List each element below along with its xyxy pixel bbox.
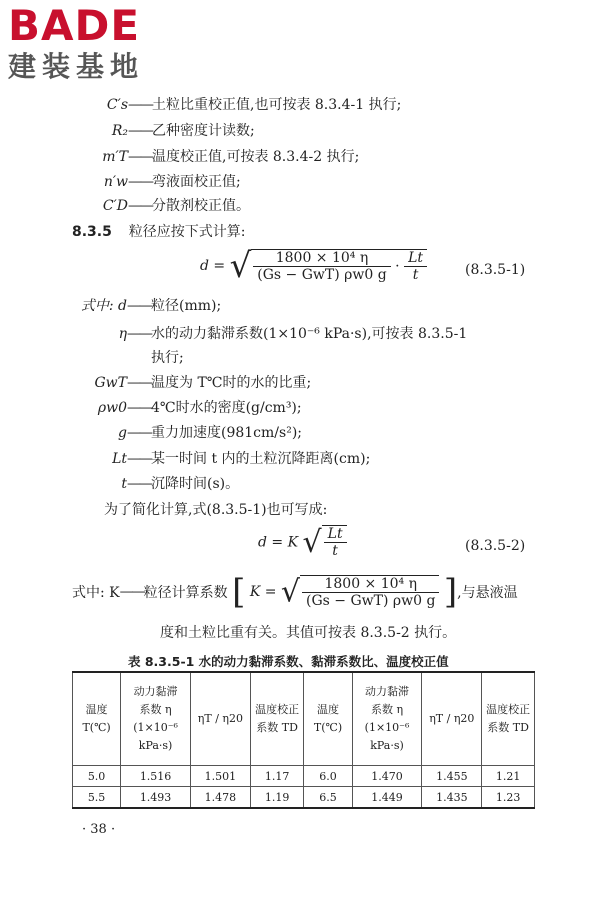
- definition-text: 沉降时间(s)。: [151, 476, 240, 492]
- viscosity-table: [72, 671, 535, 809]
- definition-symbol: C′s: [106, 97, 128, 113]
- definition-row: n′w——弯液面校正值;: [82, 173, 241, 191]
- definition-row: C′s——土粒比重校正值,也可按表 8.3.4-1 执行;: [82, 96, 401, 114]
- definition-row: Lt——某一时间 t 内的土粒沉降距离(cm);: [72, 450, 370, 468]
- table-cell: 1.435: [422, 787, 482, 809]
- k-fraction: $\frac{\text{1800 × 10⁴ η}}{\text{(Gs − GwT) ρw0 g}}$: [302, 576, 439, 609]
- table-cell: 1.478: [191, 787, 251, 809]
- k-definition-line2: 度和土粒比重有关。其值可按表 8.3.5-2 执行。: [160, 625, 457, 641]
- eq2-fraction: $\frac{Lt}{t}$: [324, 526, 347, 559]
- table-cell: 1.470: [352, 766, 422, 787]
- definition-symbol: η: [118, 326, 127, 342]
- table-row: [73, 787, 535, 809]
- table-cell: 1.501: [191, 766, 251, 787]
- k-definition: 式中: K——粒径计算系数 [ K = √ $\frac{\text{1800 × 10⁴ η}}{\text{(Gs − GwT) ρw0 g}}$ ],与悬液温: [72, 572, 518, 612]
- section-number: 8.3.5: [72, 224, 112, 240]
- definition-text: 4℃时水的密度(g/cm³);: [151, 400, 302, 416]
- eq1-fraction: $\frac{\text{1800 × 10⁴ η}}{\text{(Gs − GwT) ρw0 g}}$: [253, 250, 390, 283]
- definition-symbol: ρw0: [97, 400, 127, 416]
- definition-symbol: m′T: [102, 149, 128, 165]
- table-cell: 1.17: [250, 766, 304, 787]
- table-cell: 1.19: [250, 787, 304, 809]
- definition-symbol: R₂: [111, 123, 128, 139]
- header-temperature: 温度 T(℃): [73, 672, 121, 766]
- logo-subtitle: 建装基地: [8, 50, 145, 83]
- table-cell: 6.5: [304, 787, 352, 809]
- definition-symbol: t: [121, 476, 127, 492]
- table-cell: 5.5: [73, 787, 121, 809]
- table-cell: 1.493: [121, 787, 191, 809]
- logo-wordmark: [8, 1, 141, 50]
- table-cell: 1.449: [352, 787, 422, 809]
- definition-row: [72, 349, 184, 367]
- definition-row: GwT——温度为 T℃时的水的比重;: [72, 374, 311, 392]
- table-cell: 6.0: [304, 766, 352, 787]
- header-viscosity-ratio: ηT / η20: [422, 672, 482, 766]
- definition-text: 温度为 T℃时的水的比重;: [151, 375, 312, 391]
- table-cell: 1.455: [422, 766, 482, 787]
- table-title: 表 8.3.5-1 水的动力黏滞系数、黏滞系数比、温度校正值: [128, 654, 449, 669]
- definition-text: 弯液面校正值;: [152, 174, 241, 190]
- section-heading: [72, 223, 246, 241]
- definition-row: t——沉降时间(s)。: [72, 475, 239, 493]
- table-header-row: [73, 672, 535, 766]
- definition-symbol: 式中: d: [80, 298, 127, 314]
- definition-text: 重力加速度(981cm/s²);: [151, 425, 302, 441]
- definition-row: η——水的动力黏滞系数(1×10⁻⁶ kPa·s),可按表 8.3.5-1: [72, 325, 467, 343]
- definition-row: m′T——温度校正值,可按表 8.3.4-2 执行;: [82, 148, 359, 166]
- header-temp-correction: 温度校正 系数 TD: [482, 672, 535, 766]
- definition-text: 土粒比重校正值,也可按表 8.3.4-1 执行;: [152, 97, 402, 113]
- definition-row: g——重力加速度(981cm/s²);: [72, 424, 302, 442]
- header-viscosity: 动力黏滞 系数 η (1×10⁻⁶ kPa·s): [352, 672, 422, 766]
- table-cell: 1.21: [482, 766, 535, 787]
- definition-symbol: g: [118, 425, 127, 441]
- definition-symbol: GwT: [94, 375, 127, 391]
- header-temp-correction: 温度校正 系数 TD: [250, 672, 304, 766]
- definition-text: 执行;: [151, 350, 184, 366]
- equation-8-3-5-2: d = K √ $\frac{Lt}{t}$: [258, 525, 347, 560]
- definition-text: 粒径(mm);: [151, 298, 222, 314]
- definition-row: C′D——分散剂校正值。: [82, 197, 250, 215]
- simplify-text: 为了简化计算,式(8.3.5-1)也可写成:: [104, 502, 328, 518]
- definition-text: 温度校正值,可按表 8.3.4-2 执行;: [152, 149, 360, 165]
- definition-text: 水的动力黏滞系数(1×10⁻⁶ kPa·s),可按表 8.3.5-1: [151, 326, 468, 342]
- definition-row: 式中: d——粒径(mm);: [72, 297, 221, 315]
- table-cell: 5.0: [73, 766, 121, 787]
- equation-8-3-5-1: d = √ $\frac{\text{1800 × 10⁴ η}}{\text{(Gs − GwT) ρw0 g}}$ · $\frac{Lt}{t}$: [200, 246, 427, 286]
- logo-brand: BADE: [8, 1, 141, 50]
- eq1-fraction-2: $\frac{Lt}{t}$: [404, 250, 427, 283]
- header-temperature: 温度 T(℃): [304, 672, 352, 766]
- definition-symbol: n′w: [103, 174, 128, 190]
- definition-symbol: Lt: [112, 451, 127, 467]
- equation-number: (8.3.5-1): [465, 262, 526, 278]
- definition-row: ρw0——4℃时水的密度(g/cm³);: [72, 399, 302, 417]
- table-cell: 1.23: [482, 787, 535, 809]
- definition-text: 某一时间 t 内的土粒沉降距离(cm);: [151, 451, 371, 467]
- page-number: · 38 ·: [82, 822, 116, 837]
- definition-row: R₂——乙种密度计读数;: [82, 122, 255, 140]
- section-text: 粒径应按下式计算:: [128, 224, 246, 240]
- equation-number: (8.3.5-2): [465, 538, 526, 554]
- table-cell: 1.516: [121, 766, 191, 787]
- definition-text: 分散剂校正值。: [152, 198, 250, 214]
- header-viscosity-ratio: ηT / η20: [191, 672, 251, 766]
- table-row: [73, 766, 535, 787]
- header-viscosity: 动力黏滞 系数 η (1×10⁻⁶ kPa·s): [121, 672, 191, 766]
- definition-symbol: C′D: [102, 198, 128, 214]
- definition-text: 乙种密度计读数;: [152, 123, 255, 139]
